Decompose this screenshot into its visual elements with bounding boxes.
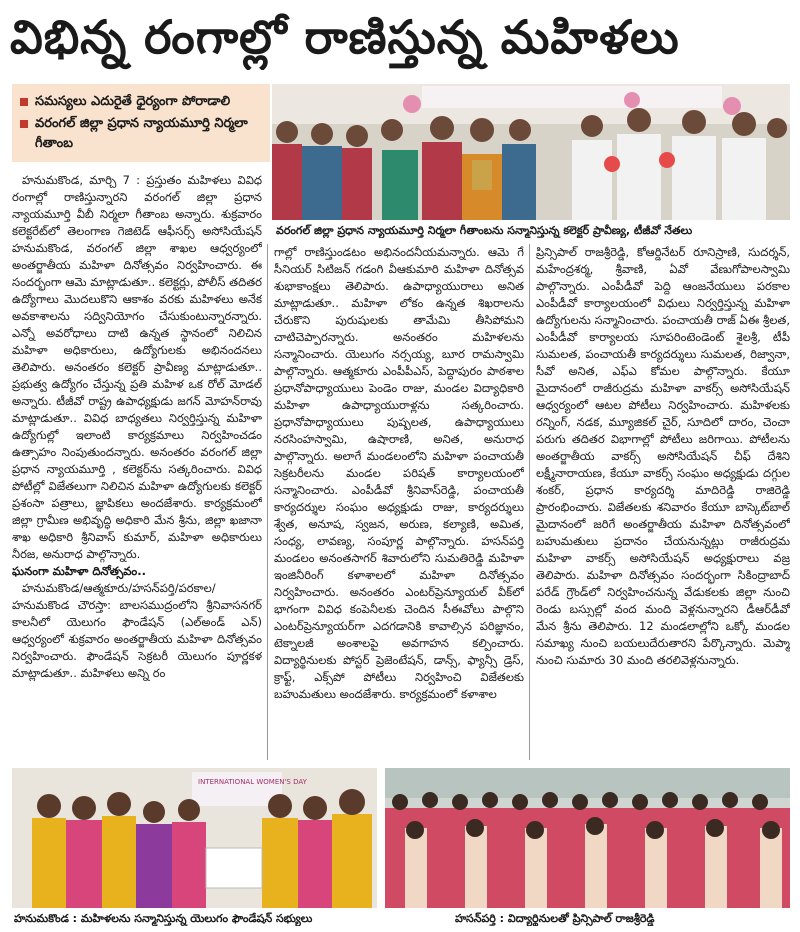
top-photo-caption: వరంగల్ జిల్లా ప్రధాన న్యాయమూర్తి నిర్మలా గీతాంబను సన్మానిస్తున్న కలెక్టర్ ప్రావీణ్య, టీజీవో నేతలు — [276, 224, 693, 237]
square-bullet-icon — [20, 98, 28, 106]
article-paragraph: హనుమకొండ/ఆత్మకూరు/హసన్‌పర్తి/పరకాల/హనుమకొండ చౌరస్తా: బాలసముద్రంలోని శ్రీనివాసనగర్ కాలనీలో యెలుగం ఫౌండేషన్ (ఎల్‌అండ్ ఎన్) ఆధ్వర్యంలో శుక్రవారం అంతర్జాతీయ మహిళా దినోత్సవం నిర్వహించారు. ఫౌండేషన్ సెక్రటరీ యెలుగం పూర్ణకళ మాట్లాడుతూ.. మహిళలు అన్ని రం — [12, 581, 262, 680]
highlight-item — [20, 92, 264, 112]
bottom-left-photo — [12, 768, 377, 908]
article-column-1 — [12, 172, 262, 762]
article-paragraph: ప్రిన్సిపాల్ రాజశ్రీరెడ్డి, కోఆర్డినేటర్ రూనిస్రాణి, సుదర్శన్, మహేంద్రశర్మ, శ్రీవాణి, ఏవో వేణుగోపాలస్వామి పాల్గొన్నారు. ఎంపీడీవో పెద్ది ఆంజనేయులు పరకాల ఎంపీడీవో కార్యాలయంలో విధులు నిర్వర్తిస్తున్న మహిళా ఉద్యోగులను సన్మానించారు. పంచాయతీ రాజ్ ఏఈ శ్రీలత, ఎంపీడీవో కార్యాలయ సూపరింటెండెంట్ శైలశ్రీ, టీపీ సుమలత, పంచాయతీ కార్యదర్శులు సుమలత, రిజ్వానా, సీవో అనిత, ఎఫ్ఎ కోమల పాల్గొన్నారు. కేయూ మైదానంలో రాజీరుద్రమ మహిళా వాకర్స్ అసోసియేషన్ ఆధ్వర్యంలో ఆటల పోటీలు నిర్వహించారు. మహిళలకు రన్నింగ్, నడక, మ్యూజికల్ చైర్, సూదిలో దారం, చెంచా పరుగు తదితర విభాగాల్లో పోటీలు జరిగాయి. పోటీలను అంతర్జాతీయ వాకర్స్ అసోసియేషన్ చీఫ్ దేశిని లక్ష్మీనారాయణ, కేయూ వాకర్స్ సంఘం అధ్యక్షుడు దగ్గుల శంకర్, ప్రధాన కార్యదర్శి మాదిరెడ్డి రాజిరెడ్డి ప్రారంభించారు. విజేతలకు శనివారం కేయూ బాస్కెట్‌బాల్ మైదానంలో జరిగే అంతర్జాతీయ మహిళా దినోత్సవంలో బహుమతులు ప్రదానం చేయనున్నట్లు రాజీరుద్రమ మహిళా వాకర్స్ అసోసియేషన్ అధ్యక్షురాలు వజ్ర తెలిపారు. మహిళా దినోత్సవం సందర్భంగా సికింద్రాబాద్ పరేడ్ గ్రౌండ్‌లో నిర్వహించనున్న వేడుకలకు జిల్లా నుంచి రెండు బస్సుల్లో వంద మంది వెళ్లనున్నారని డీఆర్‌డీవో మేన శ్రీను తెలిపారు. 12 మండలాల్లోని ఒక్కో మండల సమాఖ్య నుంచి బయలుదేరుతారని పేర్కొన్నారు. మెప్మా నుంచి సుమారు 30 మంది తరలివెళ్లనున్నారు. — [536, 245, 790, 667]
article-column-2 — [274, 244, 524, 760]
students-group-photo-image — [385, 768, 790, 908]
highlight-item — [20, 114, 264, 154]
article-column-3 — [536, 244, 790, 760]
column-divider — [529, 244, 530, 760]
felicitation-photo-image — [272, 84, 790, 220]
bottom-right-caption: హసన్‌పర్తి : విద్యార్థినులతో ప్రిన్సిపాల్ రాజశ్రీరెడ్డి — [455, 912, 655, 925]
highlights-box — [12, 84, 270, 162]
headline: విభిన్న రంగాల్లో రాణిస్తున్న మహిళలు — [10, 10, 680, 64]
article-paragraph: గాల్లో రాణిస్తుండటం అభినందనీయమన్నారు. ఆమె గే సీనియర్ సిటిజన్ గడంగి వీఆకుమారి మహిళా దినోత్సవ శుభాకాంక్షలు తెలిపారు. ఉపాధ్యాయురాలు అనిత మాట్లాడుతూ.. మహిళా లోకం ఉన్నత శిఖరాలను చేరుకొని పురుషులకు తామేమి తీసిపోమని చాటిచెప్పారన్నారు. అనంతరం మహిళలను సన్మానించారు. యెలుగం నర్సయ్య, బూర రామస్వామి పాల్గొన్నారు. ఆత్మకూరు ఎంపీపీఎస్, పెద్దాపురం పాఠశాల ప్రధానోపాధ్యాయులు పెండెం రాజు, మండల విద్యాధికారి మహిళా ఉపాధ్యాయురాళ్లను సత్కరించారు. ప్రధానోపాధ్యాయులు పుష్పలత, ఉపాధ్యాయులు నరసింహస్వామి, ఉషారాణి, అనిత, అనురాధ పాల్గొన్నారు. అలాగే మండలంలోని మహిళా పంచాయతీ సెక్రటరీలను మండల పరిషత్ కార్యాలయంలో సన్మానించారు. ఎంపీడీవో శ్రీనివాస్‌రెడ్డి, పంచాయతీ కార్యదర్శుల సంఘం అధ్యక్షుడు రాజు, కార్యదర్శులు శ్వేత, అనూష, స్వజన, అరుణ, కల్యాణి, అమిత, సంధ్య, లావణ్య, సంపూర్ణ పాల్గొన్నారు. హసన్‌పర్తి మండలం అనంతసాగర్ శివారులోని సుమతిరెడ్డి మహిళా ఇంజినీరింగ్ కళాశాలలో మహిళా దినోత్సవం నిర్వహించారు. అనంతరం ఎంటర్‌ప్రెన్యూయల్ వీక్‌లో భాగంగా వివిధ కంపెనీలకు చెందిన సీఈవోలు పాల్గొని ఎంటర్‌ప్రెన్యూయర్‌గా ఎదగడానికి కావాల్సిన పరిజ్ఞానం, టెక్నాలజీ అంశాలపై అవగాహన కల్పించారు. విద్యార్థినులకు పోస్టర్ ప్రెజెంటేషన్, డాన్స్, ఫ్యాన్సీ డ్రెస్, క్రాఫ్ట్, ఎక్స్‌పో పోటీలు నిర్వహించి విజేతలకు బహుమతులు అందజేశారు. కార్యక్రమంలో కళాశాల — [274, 245, 524, 701]
highlight-text: వరంగల్ జిల్లా ప్రధాన న్యాయమూర్తి నిర్మలా గీతాంబ — [35, 116, 248, 151]
column-divider — [267, 244, 268, 760]
article-paragraph: హనుమకొండ, మార్చి 7 : ప్రస్తుతం మహిళలు వివిధ రంగాల్లో రాణిస్తున్నారని వరంగల్ జిల్లా ప్రధాన న్యాయమూర్తి వీబీ నిర్మలా గీతాంబ అన్నారు. శుక్రవారం కలెక్టరేట్‌లో తెలంగాణ గెజిటెడ్ ఆఫీసర్స్ అసోసియేషన్ హనుమకొండ, వరంగల్ జిల్లా శాఖల ఆధ్వర్యంలో అంతర్జాతీయ మహిళా దినోత్సవం నిర్వహించారు. ఈ సందర్భంగా ఆమె మాట్లాడుతూ.. కలెక్టర్లు, పోలీస్ తదితర ఉద్యోగాలు మొదలుకొని ఆకాశం వరకు మహిళలు అనేక అవకాశాలను సద్వినియోగం చేసుకుంటున్నారన్నారు. ఎన్నో అవరోధాలు దాటి ఉన్నత స్థానంలో నిలిచిన మహిళా అధికారులు, ఉద్యోగులకు అభినందనలు తెలిపారు. అనంతరం కలెక్టర్ ప్రావీణ్య మాట్లాడుతూ.. ప్రభుత్వ ఉద్యోగం చేస్తున్న ప్రతి మహిళ ఒక రోల్ మోడల్ అన్నారు. టీజీవో రాష్ట్ర ఉపాధ్యక్షుడు జగన్ మోహన్‌రావు మాట్లాడుతూ.. వివిధ బాధ్యతలు నిర్వర్తిస్తున్న మహిళా ఉద్యోగుల్లో ఇలాంటి కార్యక్రమాలు నిర్వహించడం ఉత్సాహం నింపుతుందన్నారు. అనంతరం వరంగల్ జిల్లా ప్రధాన న్యాయమూర్తి , కలెక్టర్‌ను సత్కరించారు. వివిధ పోటీల్లో విజేతలుగా నిలిచిన మహిళా ఉద్యోగులకు కలెక్టర్ ప్రశంసా పత్రాలు, జ్ఞాపికలు అందజేశారు. కార్యక్రమంలో జిల్లా గ్రామీణ అభివృద్ధి అధికారి మేన శ్రీను, జిల్లా ఖజానా శాఖ అధికారి శ్రీనివాస్ కుమార్, మహిళా అధికారులు నీరజ, అనురాధ పాల్గొన్నారు. — [12, 173, 262, 561]
womens-day-photo-image — [12, 768, 377, 908]
square-bullet-icon — [20, 120, 28, 128]
highlight-text: సమస్యలు ఎదురైతే ధైర్యంగా పోరాడాలి — [35, 94, 231, 109]
top-photo — [272, 84, 790, 220]
bottom-left-caption: హనుమకొండ : మహిళలను సన్మానిస్తున్న యెలుగం ఫౌండేషన్ సభ్యులు — [14, 912, 313, 925]
bottom-right-photo — [385, 768, 790, 908]
banner-text: INTERNATIONAL WOMEN'S DAY — [198, 778, 307, 786]
article-subheading: ఘనంగా మహిళా దినోత్సవం.. — [12, 564, 146, 578]
